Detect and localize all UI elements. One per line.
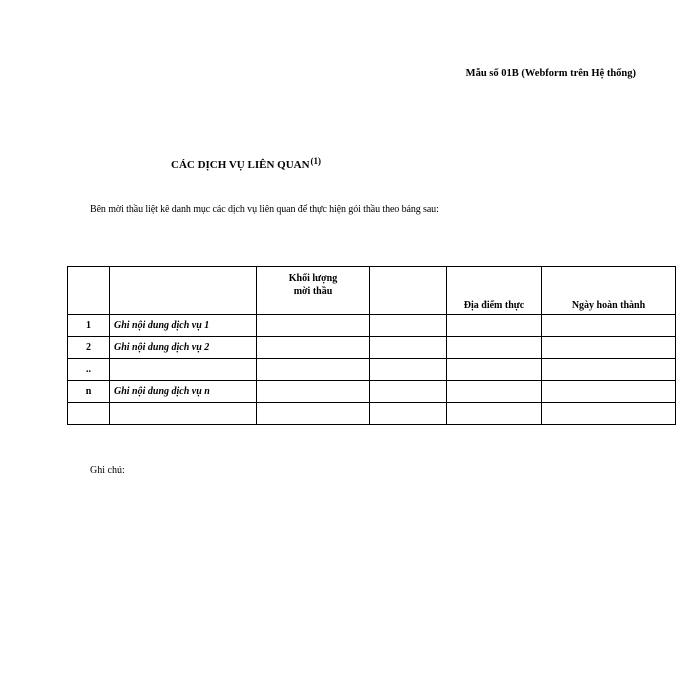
table-row <box>68 381 676 403</box>
row-cell <box>370 403 447 425</box>
row-cell <box>542 315 676 337</box>
table-row <box>68 403 676 425</box>
title-footnote: (1) <box>310 156 322 166</box>
header-location: Địa điểm thực <box>447 267 542 315</box>
header-quantity-line1: Khối lượng <box>288 273 338 284</box>
row-description <box>110 359 257 381</box>
row-cell <box>447 359 542 381</box>
row-stt: .. <box>68 359 110 381</box>
row-cell <box>370 315 447 337</box>
row-cell <box>542 381 676 403</box>
row-cell <box>542 403 676 425</box>
header-stt <box>68 267 110 315</box>
row-cell <box>257 381 370 403</box>
intro-text: Bên mời thầu liệt kê danh mục các dịch vụ liên quan để thực hiện gói thầu theo bảng sau: <box>90 204 439 215</box>
row-cell <box>257 315 370 337</box>
table-header-row <box>68 267 676 315</box>
row-cell <box>447 337 542 359</box>
row-cell <box>257 403 370 425</box>
note-label: Ghi chú: <box>90 465 125 476</box>
title-text: CÁC DỊCH VỤ LIÊN QUAN <box>171 159 310 171</box>
table-row <box>68 337 676 359</box>
header-completion-date: Ngày hoàn thành <box>542 267 676 315</box>
row-cell <box>370 381 447 403</box>
row-cell <box>447 403 542 425</box>
services-table <box>67 266 676 425</box>
header-service <box>110 267 257 315</box>
form-code: Mẫu số 01B (Webform trên Hệ thống) <box>465 68 636 79</box>
row-description: Ghi nội dung dịch vụ n <box>110 381 257 403</box>
row-cell <box>370 337 447 359</box>
table-row <box>68 315 676 337</box>
row-stt: 1 <box>68 315 110 337</box>
row-cell <box>542 359 676 381</box>
header-quantity <box>257 267 370 315</box>
row-cell <box>257 359 370 381</box>
row-cell <box>542 337 676 359</box>
row-stt: n <box>68 381 110 403</box>
row-cell <box>370 359 447 381</box>
row-description: Ghi nội dung dịch vụ 1 <box>110 315 257 337</box>
table-row <box>68 359 676 381</box>
header-unit <box>370 267 447 315</box>
row-cell <box>447 315 542 337</box>
row-stt: 2 <box>68 337 110 359</box>
row-description: Ghi nội dung dịch vụ 2 <box>110 337 257 359</box>
row-cell <box>447 381 542 403</box>
row-stt <box>68 403 110 425</box>
header-quantity-line2: mời thầu <box>293 286 333 297</box>
page-title <box>171 156 321 171</box>
row-description <box>110 403 257 425</box>
row-cell <box>257 337 370 359</box>
